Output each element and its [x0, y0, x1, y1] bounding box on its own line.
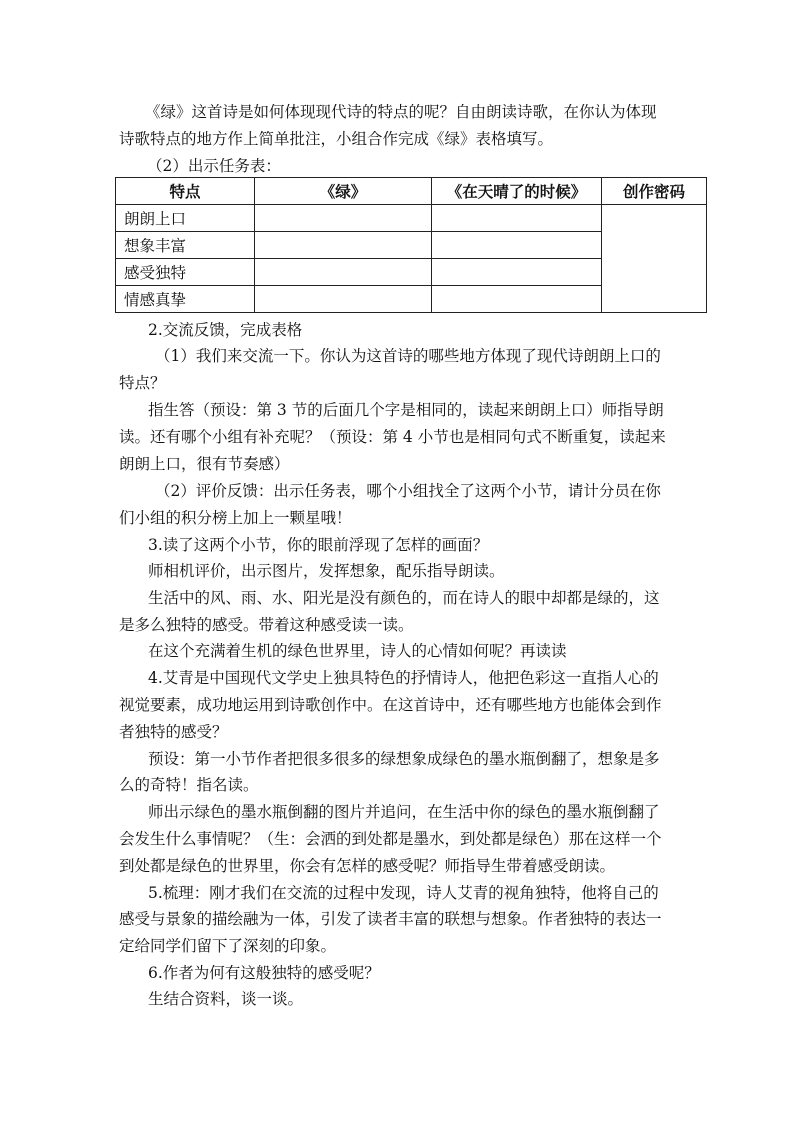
paragraph-line: 3.读了这两个小节，你的眼前浮现了怎样的画面？ [148, 536, 489, 554]
paragraph-line: 《绿》这首诗是如何体现现代诗的特点的呢？自由朗读诗歌，在你认为体现 [145, 103, 657, 121]
table-cell [255, 205, 432, 232]
paragraph-line: 预设：第一小节作者把很多很多的绿想象成绿色的墨水瓶倒翻了，想象是多 [148, 750, 660, 768]
paragraph-line: （1）我们来交流一下。你认为这首诗的哪些地方体现了现代诗朗朗上口的 [155, 347, 661, 365]
table-cell [255, 232, 432, 259]
paragraph-line: 指生答（预设：第 3 节的后面几个字是相同的，读起来朗朗上口）师指导朗 [148, 401, 664, 419]
table-cell-merged [602, 205, 707, 313]
paragraph-line: 6.作者为何有这般独特的感受呢？ [148, 964, 380, 982]
table-row-label: 想象丰富 [116, 232, 255, 259]
paragraph-line: 师相机评价，出示图片，发挥想象，配乐指导朗读。 [148, 562, 505, 580]
paragraph-line: 生活中的风、雨、水、阳光是没有颜色的，而在诗人的眼中却都是绿的，这 [148, 589, 660, 607]
paragraph-line: （2）评价反馈：出示任务表，哪个小组找全了这两个小节，请计分员在你 [155, 482, 661, 500]
table-header-cell: 《在天晴了的时候》 [432, 178, 602, 205]
table-header-cell: 《绿》 [255, 178, 432, 205]
paragraph-line: 视觉要素，成功地运用到诗歌创作中。在这首诗中，还有哪些地方也能体会到作 [119, 696, 662, 714]
table-row-label: 朗朗上口 [116, 205, 255, 232]
table-cell [255, 259, 432, 286]
table-cell [255, 286, 432, 313]
table-row-label: 感受独特 [116, 259, 255, 286]
paragraph-line: 们小组的积分榜上加上一颗星哦！ [119, 509, 352, 527]
table-cell [432, 286, 602, 313]
table-header-row [116, 178, 707, 205]
table-row-label: 情感真挚 [116, 286, 255, 313]
paragraph-line: 5.梳理：刚才我们在交流的过程中发现，诗人艾青的视角独特，他将自己的 [148, 884, 659, 902]
table-cell [432, 232, 602, 259]
paragraph-line: 2.交流反馈，完成表格 [148, 321, 303, 339]
paragraph-line: 是多么独特的感受。带着这种感受读一读。 [119, 616, 414, 634]
table-header-cell: 创作密码 [602, 178, 707, 205]
table-row [116, 205, 707, 232]
paragraph-line: 特点？ [119, 374, 166, 392]
paragraph-line: 感受与景象的描绘融为一体，引发了读者丰富的联想与想象。作者独特的表达一 [119, 910, 662, 928]
paragraph-line: 诗歌特点的地方作上简单批注，小组合作完成《绿》表格填写。 [119, 130, 554, 148]
paragraph-line: 定给同学们留下了深刻的印象。 [119, 937, 337, 955]
paragraph-line: 在这个充满着生机的绿色世界里，诗人的心情如何呢？再读读 [148, 642, 567, 660]
paragraph-line: 读。还有哪个小组有补充呢？（预设：第 4 小节也是相同句式不断重复，读起来 [119, 428, 666, 446]
table-cell [432, 205, 602, 232]
task-table [115, 177, 707, 313]
paragraph-line: 师出示绿色的墨水瓶倒翻的图片并追问，在生活中你的绿色的墨水瓶倒翻了 [148, 803, 660, 821]
paragraph-line: 到处都是绿色的世界里，你会有怎样的感受呢？师指导生带着感受朗读。 [119, 857, 616, 875]
paragraph-line: 者独特的感受？ [119, 723, 228, 741]
paragraph-line: （2）出示任务表： [147, 157, 281, 175]
paragraph-line: 朗朗上口，很有节奏感） [119, 455, 290, 473]
table-cell [432, 259, 602, 286]
paragraph-line: 4.艾青是中国现代文学史上独具特色的抒情诗人，他把色彩这一直指人心的 [148, 669, 659, 687]
paragraph-line: 生结合资料，谈一谈。 [148, 990, 304, 1008]
paragraph-line: 会发生什么事情呢？（生：会洒的到处都是墨水，到处都是绿色）那在这样一个 [119, 830, 662, 848]
paragraph-line: 么的奇特！指名读。 [119, 776, 259, 794]
table-header-cell: 特点 [116, 178, 255, 205]
